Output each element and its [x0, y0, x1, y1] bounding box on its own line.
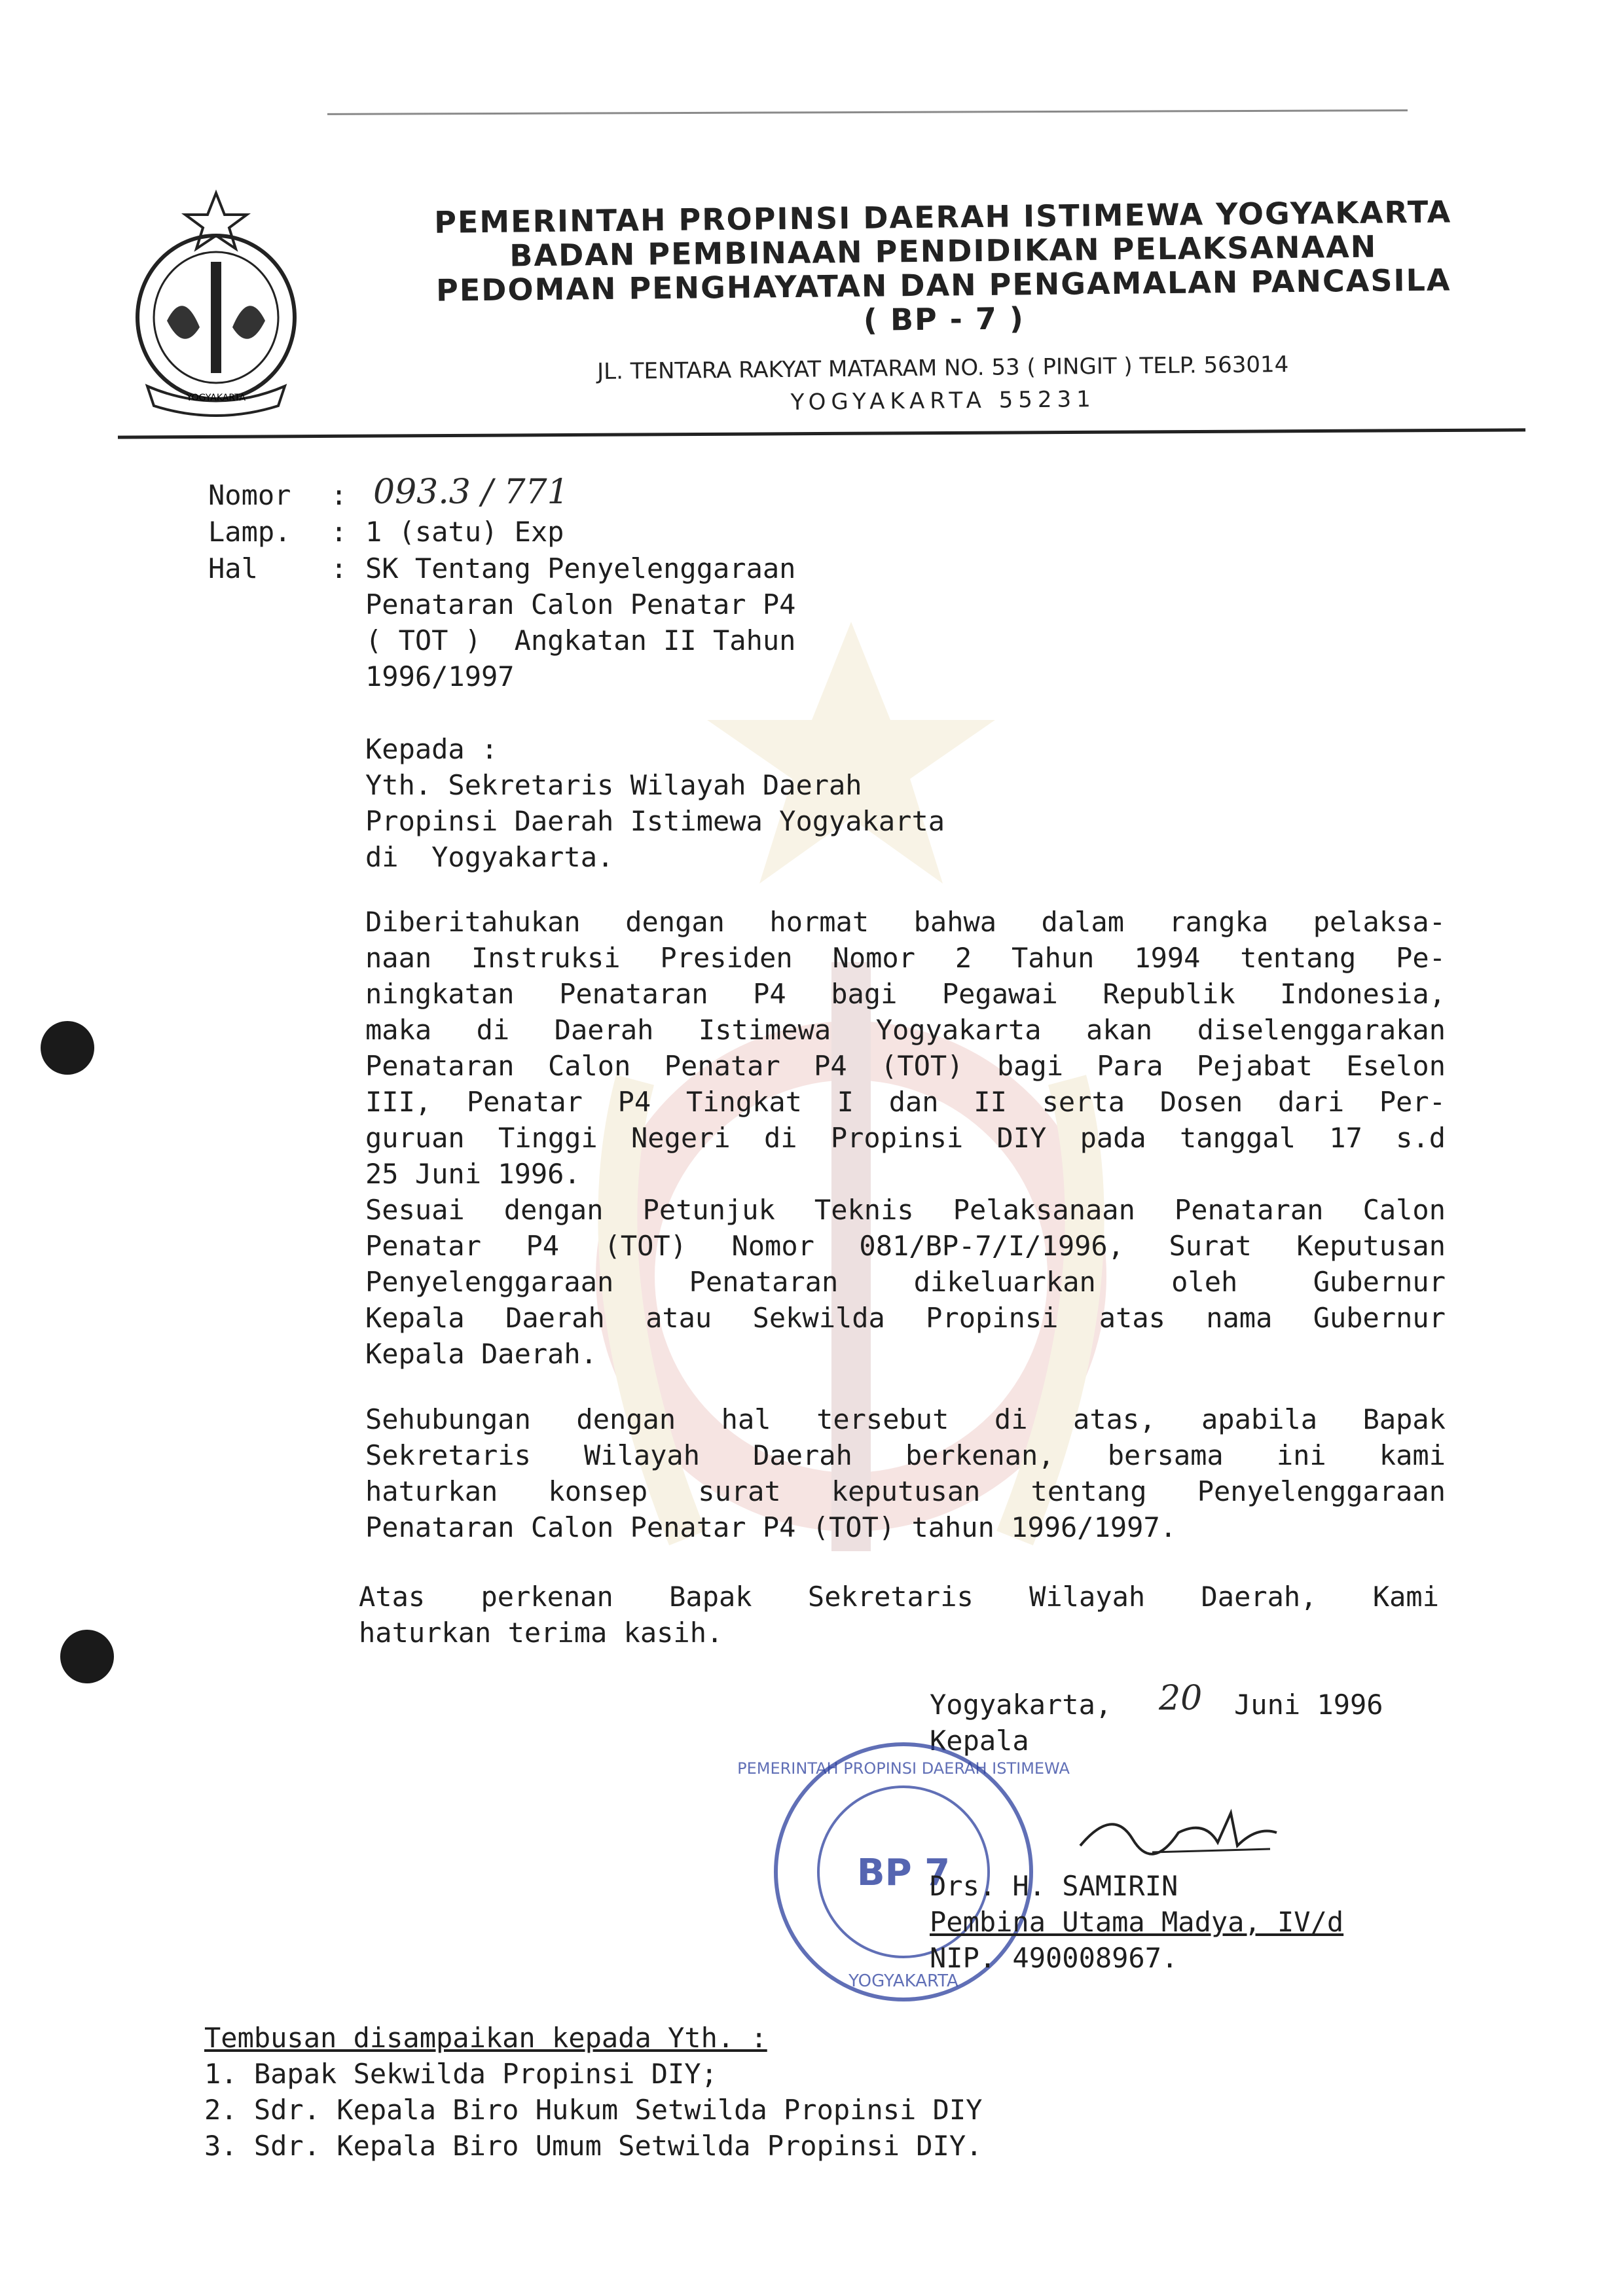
- lamp-value: 1 (satu) Exp: [365, 516, 564, 548]
- address-line: JL. TENTARA RAKYAT MATARAM NO. 53 ( PINGIT ) TELP. 563014: [596, 351, 1289, 385]
- body-p2-line: Sesuai dengan Petunjuk Teknis Pelaksanaan Penataran Calon: [365, 1194, 1446, 1226]
- lamp-label: Lamp.: [208, 516, 291, 548]
- body-p1-line: III, Penatar P4 Tingkat I dan II serta Dosen dari Per-: [365, 1086, 1446, 1118]
- body-p1-line: ningkatan Penataran P4 bagi Pegawai Republik Indonesia,: [365, 978, 1446, 1010]
- recipient-line-3: di Yogyakarta.: [365, 841, 614, 873]
- body-p2-line: Kepala Daerah atau Sekwilda Propinsi atas nama Gubernur: [365, 1302, 1446, 1334]
- stamp-center-text: BP 7: [856, 1852, 951, 1894]
- body-p2-last-line: Kepala Daerah.: [365, 1338, 598, 1370]
- hal-line-1: SK Tentang Penyelenggaraan: [365, 552, 796, 584]
- signature: [1074, 1793, 1283, 1872]
- signer-nip: NIP. 490008967.: [930, 1942, 1178, 1974]
- page-top-shadow: [0, 0, 1623, 111]
- city-line: YOGYAKARTA 55231: [790, 386, 1097, 416]
- recipient-line-2: Propinsi Daerah Istimewa Yogyakarta: [365, 805, 945, 837]
- body-p1-line: Diberitahukan dengan hormat bahwa dalam rangka pelaksa-: [365, 906, 1446, 938]
- body-p3-line: haturkan konsep surat keputusan tentang Penyelenggaraan: [365, 1475, 1446, 1507]
- body-p1-line: guruan Tinggi Negeri di Propinsi DIY pada tanggal 17 s.d: [365, 1122, 1446, 1154]
- body-p3-last-line: Penataran Calon Penatar P4 (TOT) tahun 1996/1997.: [365, 1511, 1177, 1543]
- punch-hole-top: [41, 1021, 94, 1075]
- tembusan-item: 3. Sdr. Kepala Biro Umum Setwilda Propinsi DIY.: [204, 2130, 983, 2162]
- letterhead-line-2: BADAN PEMBINAAN PENDIDIKAN PELAKSANAAN: [509, 228, 1377, 274]
- body-p1-line: maka di Daerah Istimewa Yogyakarta akan diselenggarakan: [365, 1014, 1446, 1046]
- nomor-value-handwritten: 093.3 / 771: [373, 473, 569, 512]
- hal-line-3: ( TOT ) Angkatan II Tahun: [365, 624, 796, 656]
- hal-colon: :: [331, 552, 348, 584]
- signer-name: Drs. H. SAMIRIN: [930, 1870, 1178, 1902]
- body-p2-line: Penatar P4 (TOT) Nomor 081/BP-7/I/1996, Surat Keputusan: [365, 1230, 1446, 1262]
- tembusan-item: 1. Bapak Sekwilda Propinsi DIY;: [204, 2058, 718, 2090]
- coat-of-arms-logo: [121, 190, 311, 419]
- nomor-colon: :: [331, 479, 348, 511]
- hal-line-2: Penataran Calon Penatar P4: [365, 588, 796, 620]
- stamp-ring-top-text: PEMERINTAH PROPINSI DAERAH ISTIMEWA: [737, 1759, 1070, 1778]
- tembusan-item: 2. Sdr. Kepala Biro Hukum Setwilda Propinsi DIY: [204, 2094, 983, 2126]
- letterhead-line-1: PEMERINTAH PROPINSI DAERAH ISTIMEWA YOGYAKARTA: [433, 194, 1452, 240]
- hal-label: Hal: [208, 552, 258, 584]
- kepada-label: Kepada :: [365, 733, 498, 765]
- body-p1-line: naan Instruksi Presiden Nomor 2 Tahun 1994 tentang Pe-: [365, 942, 1446, 974]
- letterhead-divider: [118, 428, 1525, 439]
- closing-place: Yogyakarta,: [930, 1689, 1112, 1721]
- letterhead-address: [471, 347, 1415, 422]
- closing-month-year: Juni 1996: [1234, 1689, 1383, 1721]
- recipient-line-1: Yth. Sekretaris Wilayah Daerah: [365, 769, 862, 801]
- body-p4-line: Atas perkenan Bapak Sekretaris Wilayah Daerah, Kami: [359, 1581, 1439, 1613]
- lamp-colon: :: [331, 516, 348, 548]
- punch-hole-bottom: [60, 1630, 114, 1683]
- body-p1-line: Penataran Calon Penatar P4 (TOT) bagi Para Pejabat Eselon: [365, 1050, 1446, 1082]
- letterhead-line-4: ( BP - 7 ): [863, 300, 1025, 338]
- nomor-label: Nomor: [208, 479, 291, 511]
- hal-line-4: 1996/1997: [365, 660, 515, 692]
- body-p4-last-line: haturkan terima kasih.: [359, 1617, 723, 1649]
- letterhead-title: [354, 194, 1533, 342]
- closing-title: Kepala: [930, 1725, 1029, 1757]
- stamp-ring-bottom-text: YOGYAKARTA: [848, 1971, 958, 1991]
- body-p1-last-line: 25 Juni 1996.: [365, 1158, 581, 1190]
- body-p3-line: Sekretaris Wilayah Daerah berkenan, bersama ini kami: [365, 1439, 1446, 1471]
- body-p2-line: Penyelenggaraan Penataran dikeluarkan oleh Gubernur: [365, 1266, 1446, 1298]
- signer-rank: Pembina Utama Madya, IV/d: [930, 1906, 1344, 1938]
- body-p3-line: Sehubungan dengan hal tersebut di atas, apabila Bapak: [365, 1403, 1446, 1435]
- closing-day-handwritten: 20: [1159, 1679, 1203, 1718]
- logo-ribbon-text: YOGYAKARTA: [186, 393, 246, 403]
- tembusan-heading: Tembusan disampaikan kepada Yth. :: [204, 2022, 767, 2054]
- letterhead-line-3: PEDOMAN PENGHAYATAN DAN PENGAMALAN PANCASILA: [435, 262, 1451, 308]
